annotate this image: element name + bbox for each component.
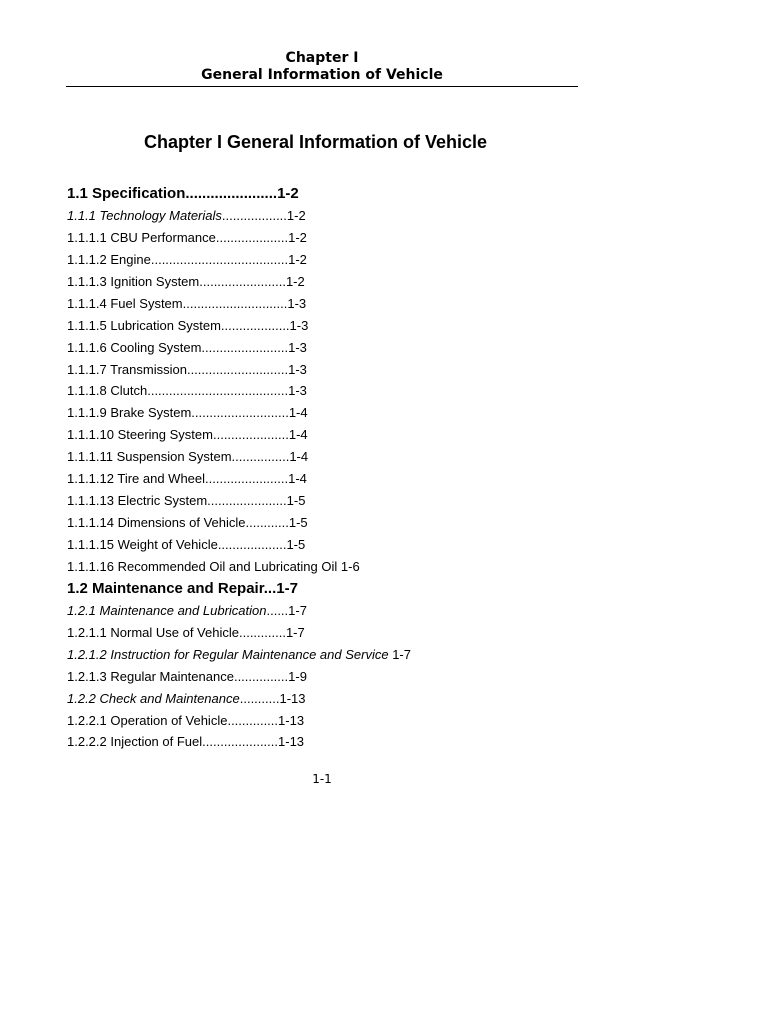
toc-entry: [67, 381, 411, 403]
toc-entry-page: 1-6: [340, 558, 360, 574]
toc-entry-leader: ...............: [233, 668, 289, 684]
running-header: [66, 50, 578, 84]
toc-entry-leader: ...........: [239, 690, 280, 706]
toc-entry-label: 1.1.1.2 Engine: [67, 251, 151, 267]
toc-entry: [67, 360, 411, 382]
toc-entry: [67, 338, 411, 360]
toc-entry: [67, 403, 411, 425]
toc-entry: [67, 447, 411, 469]
header-divider: [66, 86, 578, 87]
toc-entry-label: 1.2.1 Maintenance and Lubrication: [67, 602, 267, 618]
toc-entry: [67, 316, 411, 338]
toc-entry-label: 1.1 Specification: [67, 185, 186, 202]
toc-entry-page: 1-13: [278, 734, 305, 750]
toc-entry-leader: ...: [263, 579, 277, 597]
toc-entry-page: 1-2: [288, 251, 307, 267]
toc-entry: [67, 250, 411, 272]
header-chapter-label: Chapter I: [285, 50, 359, 66]
toc-entry-leader: ...................: [220, 317, 290, 333]
toc-entry-leader: ..................: [221, 207, 287, 223]
toc-entry-label: 1.2.2.2 Injection of Fuel: [67, 734, 203, 750]
toc-entry-label: 1.1.1.11 Suspension System: [67, 449, 232, 465]
toc-entry-label: 1.1.1.12 Tire and Wheel: [67, 471, 206, 487]
toc-entry-page: 1-3: [288, 339, 307, 355]
toc-entry: [67, 557, 411, 579]
page-title: Chapter I General Information of Vehicle: [144, 132, 488, 152]
page-number: 1-1: [312, 772, 332, 786]
toc-entry-label: 1.1.1.4 Fuel System: [67, 295, 183, 311]
toc-entry-page: 1-3: [287, 295, 307, 311]
toc-entry: [67, 711, 411, 733]
toc-entry-label: 1.1.1.8 Clutch: [67, 383, 148, 399]
toc-entry-page: 1-2: [288, 229, 307, 245]
toc-entry-leader: ......: [266, 602, 289, 618]
toc-entry-leader: .......................................: [147, 383, 289, 399]
toc-entry: [67, 623, 411, 645]
table-of-contents: [67, 184, 411, 754]
toc-entry-leader: ......................: [185, 185, 278, 202]
toc-entry-page: 1-4: [288, 405, 308, 421]
toc-entry-label: 1.2.2.1 Operation of Vehicle: [67, 712, 228, 728]
toc-entry-label: 1.2.2 Check and Maintenance: [67, 690, 240, 706]
toc-entry-leader: ...................: [217, 537, 287, 552]
toc-entry-leader: ................: [231, 449, 290, 465]
toc-entry-leader: ........................: [199, 273, 286, 289]
toc-entry-label: 1.1.1.9 Brake System: [67, 405, 192, 421]
toc-entry-label: 1.2.1.1 Normal Use of Vehicle: [67, 624, 239, 640]
toc-entry-page: 1-4: [289, 449, 309, 465]
toc-entry: [67, 689, 411, 711]
toc-entry-label: 1.1.1.6 Cooling System: [67, 339, 202, 355]
toc-entry-label: 1.2 Maintenance and Repair: [67, 579, 264, 597]
toc-entry-page: 1-7: [285, 624, 305, 640]
toc-entry-page: 1-13: [279, 690, 306, 706]
toc-entry-page: 1-2: [286, 207, 306, 223]
toc-entry-page: 1-7: [276, 579, 298, 597]
toc-entry-page: 1-3: [288, 361, 307, 377]
toc-entry-leader: ....................: [215, 229, 289, 245]
toc-entry-leader: .............................: [182, 295, 288, 311]
toc-entry-label: 1.1.1 Technology Materials: [67, 207, 222, 223]
toc-entry-page: 1-4: [288, 471, 307, 487]
toc-entry: [67, 294, 411, 316]
toc-entry-page: 1-2: [277, 185, 299, 202]
toc-entry-leader: ...........................: [191, 405, 289, 421]
toc-entry: [67, 228, 411, 250]
toc-entry-page: 1-9: [288, 668, 307, 684]
toc-entry: [67, 535, 411, 557]
toc-entry-page: 1-5: [286, 493, 306, 509]
toc-entry-label: 1.2.1.2 Instruction for Regular Maintenance and Service: [67, 646, 389, 662]
toc-entry-label: 1.1.1.16 Recommended Oil and Lubricating Oil: [67, 558, 338, 574]
toc-entry-page: 1-4: [288, 427, 308, 443]
toc-entry: [67, 645, 411, 667]
toc-entry-leader: .....................: [212, 427, 289, 443]
toc-entry: [67, 491, 411, 513]
toc-entry-leader: ............................: [186, 361, 289, 377]
toc-entry-page: 1-13: [278, 712, 305, 728]
toc-entry-label: 1.1.1.13 Electric System: [67, 493, 208, 509]
toc-entry: [67, 732, 411, 754]
toc-entry-label: 1.1.1.5 Lubrication System: [67, 317, 221, 333]
toc-entry-label: 1.1.1.7 Transmission: [67, 361, 187, 377]
toc-entry: [67, 184, 411, 206]
toc-entry-leader: ..............: [227, 712, 279, 728]
toc-entry: [67, 272, 411, 294]
toc-entry-label: 1.1.1.14 Dimensions of Vehicle: [67, 515, 246, 531]
toc-entry-leader: ......................................: [150, 251, 289, 267]
toc-entry-label: 1.1.1.15 Weight of Vehicle: [67, 537, 218, 552]
toc-entry: [67, 667, 411, 689]
toc-entry: [67, 579, 411, 601]
toc-entry-label: 1.2.1.3 Regular Maintenance: [67, 668, 234, 684]
header-chapter-name: General Information of Vehicle: [201, 67, 443, 83]
toc-entry-leader: ............: [245, 515, 289, 531]
toc-entry-page: 1-7: [288, 602, 307, 618]
toc-entry-page: 1-5: [286, 537, 306, 552]
toc-entry-page: 1-7: [392, 646, 411, 662]
toc-entry-label: 1.1.1.3 Ignition System: [67, 273, 200, 289]
toc-entry: [67, 206, 411, 228]
toc-entry-label: 1.1.1.10 Steering System: [67, 427, 213, 443]
toc-entry: [67, 513, 411, 535]
toc-entry-leader: ......................: [207, 493, 287, 509]
toc-entry-label: 1.1.1.1 CBU Performance: [67, 229, 216, 245]
toc-entry-leader: ........................: [201, 339, 289, 355]
toc-entry-page: 1-5: [288, 515, 308, 531]
toc-entry-leader: .....................: [202, 734, 279, 750]
toc-entry-page: 1-3: [288, 383, 307, 399]
toc-entry: [67, 469, 411, 491]
toc-entry-leader: .......................: [205, 471, 289, 487]
toc-entry-page: 1-2: [285, 273, 305, 289]
toc-entry-page: 1-3: [289, 317, 309, 333]
toc-entry: [67, 601, 411, 623]
toc-entry-leader: .............: [238, 624, 286, 640]
toc-entry: [67, 425, 411, 447]
